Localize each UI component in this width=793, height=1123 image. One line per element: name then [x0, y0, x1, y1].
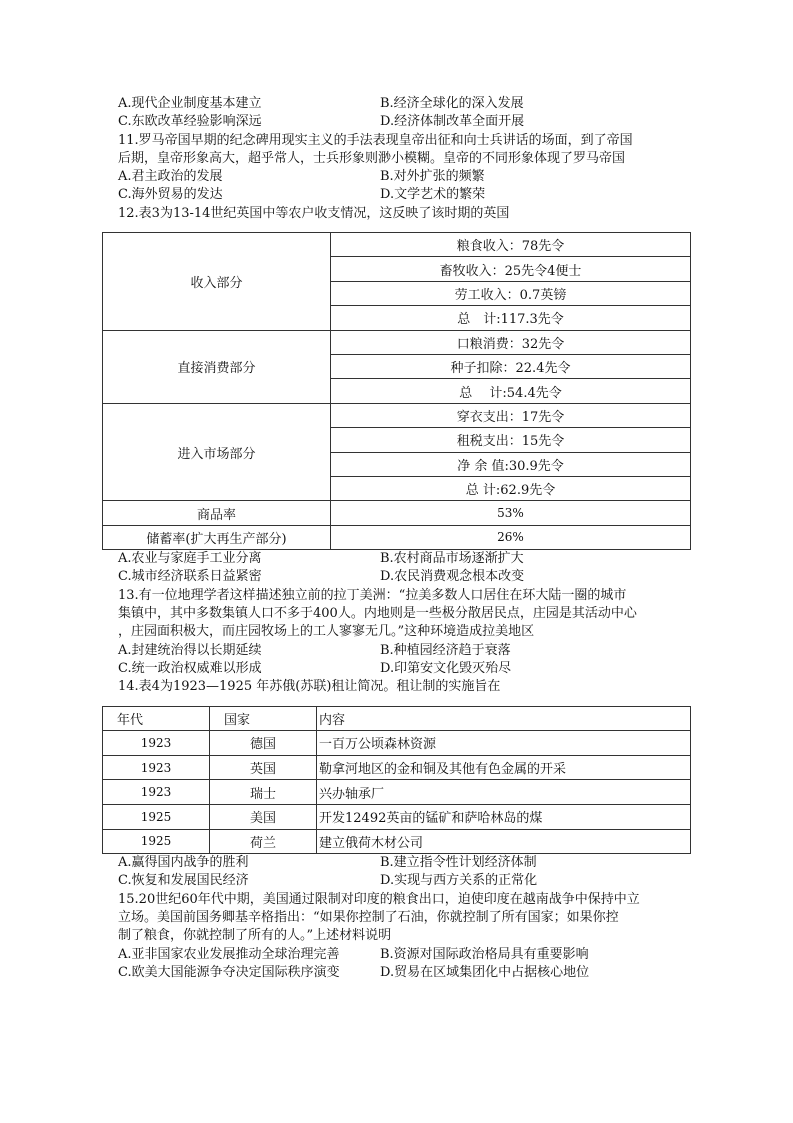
q11-option-c: C.海外贸易的发达	[118, 187, 223, 203]
table-row	[103, 731, 691, 756]
table-3-household-budget	[102, 232, 691, 550]
q15-option-b: B.资源对国际政治格局具有重要影响	[380, 946, 589, 962]
q14-options-row2	[118, 872, 693, 890]
q14-option-c: C.恢复和发展国民经济	[118, 873, 249, 889]
table-row	[103, 804, 691, 829]
table-cell: 总 计:54.4先令	[331, 379, 691, 403]
table-cell: 穿衣支出：17先令	[331, 403, 691, 427]
column-header-content: 内容	[317, 706, 691, 731]
direct-consumption-label: 直接消费部分	[103, 330, 331, 403]
table-cell: 荷兰	[210, 829, 317, 854]
q13-options-row1	[118, 642, 693, 660]
table-4-concessions	[102, 706, 691, 855]
q15-option-c: C.欧美大国能源争夺决定国际秩序演变	[118, 964, 340, 980]
q13-option-c: C.统一政治权威难以形成	[118, 660, 262, 676]
table-cell: 1923	[103, 731, 210, 756]
table-cell: 建立俄荷木材公司	[317, 829, 691, 854]
q10-option-a: A.现代企业制度基本建立	[118, 96, 262, 111]
q15-option-a: A.亚非国家农业发展推动全球治理完善	[118, 946, 340, 962]
q11-options-row2	[118, 186, 693, 204]
table-row	[103, 330, 691, 354]
column-header-year: 年代	[103, 706, 210, 731]
table-cell: 总 计:117.3先令	[331, 306, 691, 330]
q12-option-b: B.农村商品市场逐渐扩大	[380, 551, 524, 567]
table-row	[103, 525, 691, 549]
table-cell: 德国	[210, 731, 317, 756]
q14-stem: 14.表4为1923—1925 年苏俄(苏联)租让简况。租让制的实施旨在	[118, 679, 501, 695]
q15-stem-line1: 15.20世纪60年代中期，美国通过限制对印度的粮食出口，迫使印度在越南战争中保持中立	[118, 891, 640, 907]
q14-options-row1	[118, 854, 693, 872]
q12-options-row2	[118, 568, 693, 586]
q11-option-a: A.君主政治的发展	[118, 169, 223, 185]
q10-option-d: D.经济体制改革全面开展	[380, 114, 525, 130]
savings-rate-label: 储蓄率(扩大再生产部分)	[103, 525, 331, 549]
q15-options-row2	[118, 964, 693, 982]
q11-option-d: D.文学艺术的繁荣	[380, 187, 486, 203]
table-cell: 口粮消费：32先令	[331, 330, 691, 354]
q10-option-b: B.经济全球化的深入发展	[380, 96, 524, 111]
q11-option-b: B.对外扩张的频繁	[380, 169, 485, 185]
exam-page	[118, 95, 693, 982]
table-cell: 净 余 值:30.9先令	[331, 452, 691, 476]
q15-options-row1	[118, 946, 693, 964]
table-cell: 勒拿河地区的金和铜及其他有色金属的开采	[317, 755, 691, 780]
table-row	[103, 755, 691, 780]
q13-stem-line2: 集镇中，其中多数集镇人口不多于400人。内地则是一些极分散居民点，庄园是其活动中心	[118, 606, 637, 622]
table-cell: 英国	[210, 755, 317, 780]
commodity-rate-label: 商品率	[103, 501, 331, 525]
table-cell: 1923	[103, 755, 210, 780]
q12-option-a: A.农业与家庭手工业分离	[118, 551, 262, 567]
table-row	[103, 403, 691, 427]
q13-stem-line1: 13.有一位地理学者这样描述独立前的拉丁美洲：“拉美多数人口居住在环大陆一圈的城市	[118, 587, 627, 603]
q13-option-d: D.印第安文化毁灭殆尽	[380, 660, 512, 676]
column-header-country: 国家	[210, 706, 317, 731]
market-label: 进入市场部分	[103, 403, 331, 501]
q12-option-c: C.城市经济联系日益紧密	[118, 569, 262, 585]
table-cell: 兴办轴承厂	[317, 780, 691, 805]
q14-option-a: A.赢得国内战争的胜利	[118, 855, 249, 871]
q11-stem-line2: 后期，皇帝形象高大，超乎常人，士兵形象则渺小模糊。皇帝的不同形象体现了罗马帝国	[118, 150, 626, 166]
q13-stem-line3: ，庄园面积极大，而庄园牧场上的工人寥寥无几。”这种环境造成拉美地区	[118, 624, 535, 640]
q12-options-row1	[118, 550, 693, 568]
table-cell: 劳工收入：0.7英镑	[331, 281, 691, 305]
q10-options-row2	[118, 113, 693, 131]
q15-stem-line2: 立场。美国前国务卿基辛格指出：“如果你控制了石油，你就控制了所有国家；如果你控	[118, 909, 619, 925]
table-row	[103, 233, 691, 257]
table-cell: 开发12492英亩的锰矿和萨哈林岛的煤	[317, 804, 691, 829]
income-label: 收入部分	[103, 233, 331, 331]
q15-option-d: D.贸易在区域集团化中占据核心地位	[380, 964, 590, 980]
table-row	[103, 780, 691, 805]
q13-option-a: A.封建统治得以长期延续	[118, 642, 262, 658]
q14-option-b: B.建立指令性计划经济体制	[380, 855, 537, 871]
table-cell: 1925	[103, 804, 210, 829]
q10-options-row1	[118, 95, 693, 113]
table-cell: 瑞士	[210, 780, 317, 805]
table-cell: 种子扣除：22.4先令	[331, 355, 691, 379]
q10-option-c: C.东欧改革经验影响深远	[118, 114, 262, 130]
table-cell: 粮食收入：78先令	[331, 233, 691, 257]
q13-option-b: B.种植园经济趋于衰落	[380, 642, 511, 658]
savings-rate-value: 26%	[331, 525, 691, 549]
q13-options-row2	[118, 660, 693, 678]
table-cell: 美国	[210, 804, 317, 829]
table-header-row	[103, 706, 691, 731]
table-row	[103, 501, 691, 525]
q12-stem: 12.表3为13-14世纪英国中等农户收支情况，这反映了该时期的英国	[118, 205, 510, 221]
table-row	[103, 829, 691, 854]
table-cell: 畜牧收入：25先令4便士	[331, 257, 691, 281]
table-cell: 一百万公顷森林资源	[317, 731, 691, 756]
q14-option-d: D.实现与西方关系的正常化	[380, 873, 538, 889]
commodity-rate-value: 53%	[331, 501, 691, 525]
table-cell: 1925	[103, 829, 210, 854]
q11-stem-line1: 11.罗马帝国早期的纪念碑用现实主义的手法表现皇帝出征和向士兵讲话的场面，到了帝国	[118, 132, 633, 148]
q11-options-row1	[118, 168, 693, 186]
q15-stem-line3: 制了粮食，你就控制了所有的人。”上述材料说明	[118, 928, 392, 944]
table-cell: 租税支出：15先令	[331, 428, 691, 452]
q12-option-d: D.农民消费观念根本改变	[380, 569, 525, 585]
table-cell: 总 计:62.9先令	[331, 476, 691, 500]
table-cell: 1923	[103, 780, 210, 805]
